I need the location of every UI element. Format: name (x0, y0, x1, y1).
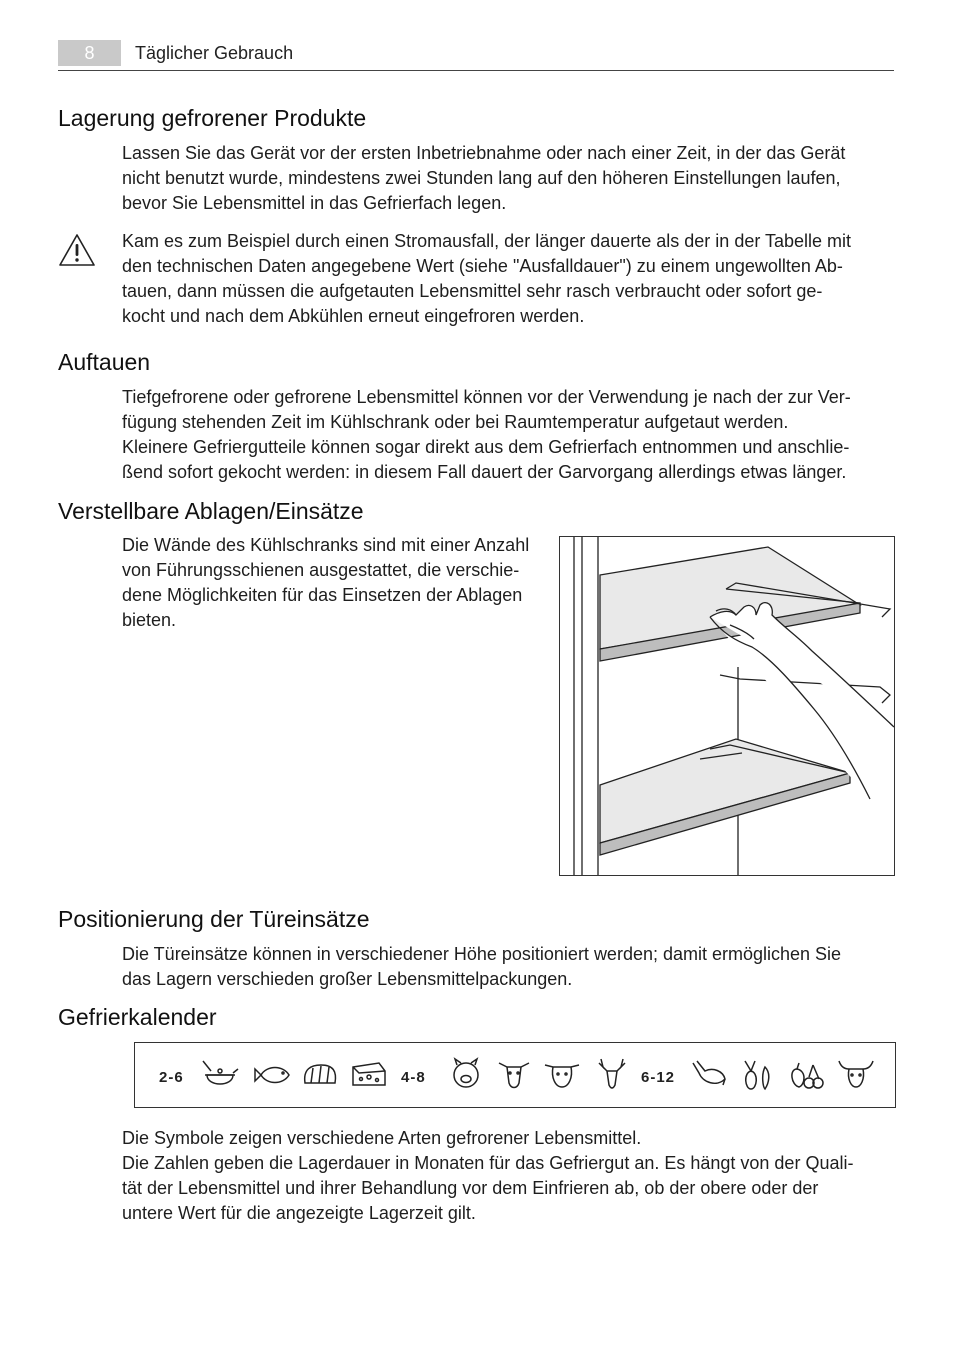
warning-triangle-icon (58, 232, 96, 268)
range-4-8: 4-8 (401, 1069, 426, 1086)
heading-tuereinsaetze: Positionierung der Türeinsätze (58, 906, 370, 932)
vegetables-icon (739, 1057, 777, 1093)
fruit-icon (787, 1057, 825, 1093)
cheese-icon (349, 1057, 387, 1093)
deer-icon (593, 1057, 631, 1093)
pork-icon (447, 1057, 485, 1093)
heading-lagerung: Lagerung gefrorener Produkte (58, 105, 367, 131)
soup-pot-icon (201, 1057, 239, 1093)
poultry-icon (689, 1057, 727, 1093)
cattle-icon (837, 1057, 875, 1093)
shelf-illustration (559, 536, 895, 876)
paragraph-auftauen: Tiefgefrorene oder gefrorene Lebensmittel können vor der Verwendung je nach der zur Ver- fügung stehenden Zeit im Kühlschrank oder bei Raumtemperatur aufgetaut werden. Kleinere Gefriergutteile können sogar direkt aus dem Gefrierfach entnommen und anschlie- ßend sofort gekocht werden: in diesem Fall dauert der Garvorgang allerdings etwas länger. (122, 387, 851, 482)
page-number: 8 (58, 40, 121, 66)
header-divider (58, 70, 894, 71)
paragraph-lagerung: Lassen Sie das Gerät vor der ersten Inbetriebnahme oder nach einer Zeit, in der das Gerät nicht benutzt wurde, mindestens zwei Stunden lang auf den höheren Einstellungen laufen, bevor Sie Lebensmittel in das Gefrierfach legen. (122, 143, 846, 213)
warning-text: Kam es zum Beispiel durch einen Stromausfall, der länger dauerte als der in der Tabelle mit den technischen Daten angegebene Wert (siehe "Ausfalldauer") zu einem ungewollten Ab- tauen, dann müssen die aufgetauten Lebensmittel sehr rasch verbraucht oder sofort ge- kocht und nach dem Abkühlen erneut eingefroren werden. (122, 231, 852, 326)
bread-icon (301, 1057, 339, 1093)
range-6-12: 6-12 (641, 1069, 676, 1086)
heading-auftauen: Auftauen (58, 349, 151, 375)
fish-icon (253, 1057, 291, 1093)
running-header: Täglicher Gebrauch (135, 43, 294, 63)
freezer-calendar (134, 1042, 896, 1108)
paragraph-kalender: Die Symbole zeigen verschiedene Arten gefrorener Lebensmittel. Die Zahlen geben die Lagerdauer in Monaten für das Gefriergut an. Es hängt von der Quali- tät der Lebensmittel und ihrer Behandlung vor dem Einfrieren ab, ob der obere oder der untere Wert für die angezeigte Lagerzeit gilt. (122, 1128, 854, 1223)
beef-icon (543, 1057, 581, 1093)
heading-ablagen: Verstellbare Ablagen/Einsätze (58, 498, 364, 524)
heading-kalender: Gefrierkalender (58, 1004, 217, 1030)
range-2-6: 2-6 (159, 1069, 184, 1086)
paragraph-tuereinsaetze: Die Türeinsätze können in verschiedener Höhe positioniert werden; damit ermöglichen Sie das Lagern verschieden großer Lebensmittelpackungen. (122, 944, 842, 989)
paragraph-ablagen: Die Wände des Kühlschranks sind mit einer Anzahl von Führungsschienen ausgestattet, die verschie- dene Möglichkeiten für das Einsetzen der Ablagen bieten. (122, 535, 530, 630)
veal-icon (495, 1057, 533, 1093)
